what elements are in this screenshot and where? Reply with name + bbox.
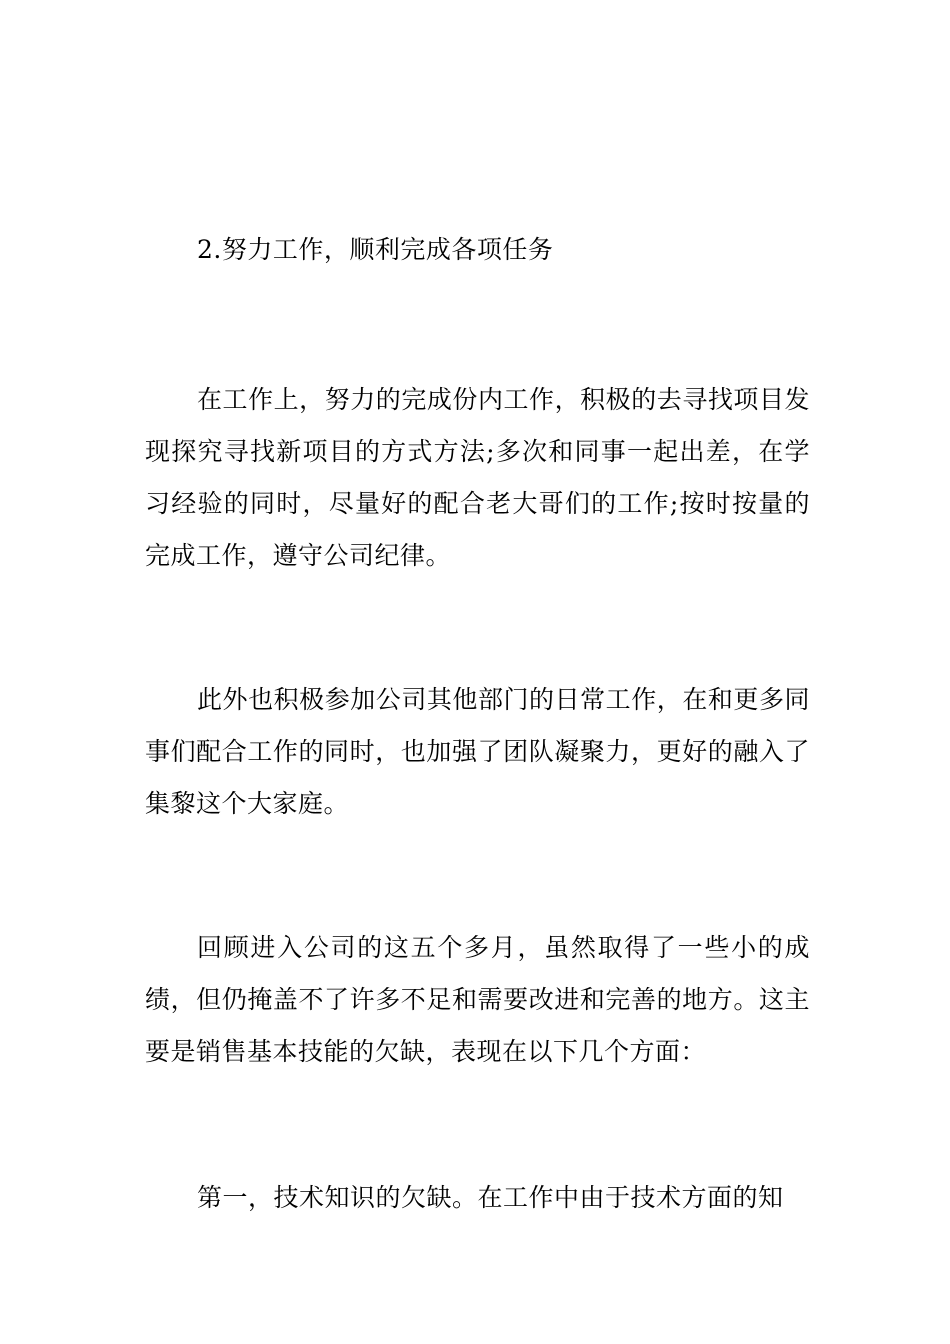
section-heading: 2.努力工作，顺利完成各项任务: [197, 235, 554, 264]
paragraph-first-point: 第一，技术知识的欠缺。在工作中由于技术方面的知: [197, 1183, 784, 1212]
paragraph-work-duties: 在工作上，努力的完成份内工作，积极的去寻找项目发现探究寻找新项目的方式方法;多次和同事一起出差，在学习经验的同时，尽量好的配合老大哥们的工作;按时按量的完成工作，遵守公司纪律。: [145, 385, 810, 570]
paragraph-team-participation: 此外也积极参加公司其他部门的日常工作，在和更多同事们配合工作的同时，也加强了团队凝聚力，更好的融入了集黎这个大家庭。: [145, 685, 810, 818]
paragraph-review: 回顾进入公司的这五个多月，虽然取得了一些小的成绩，但仍掩盖不了许多不足和需要改进和完善的地方。这主要是销售基本技能的欠缺，表现在以下几个方面：: [145, 933, 810, 1066]
